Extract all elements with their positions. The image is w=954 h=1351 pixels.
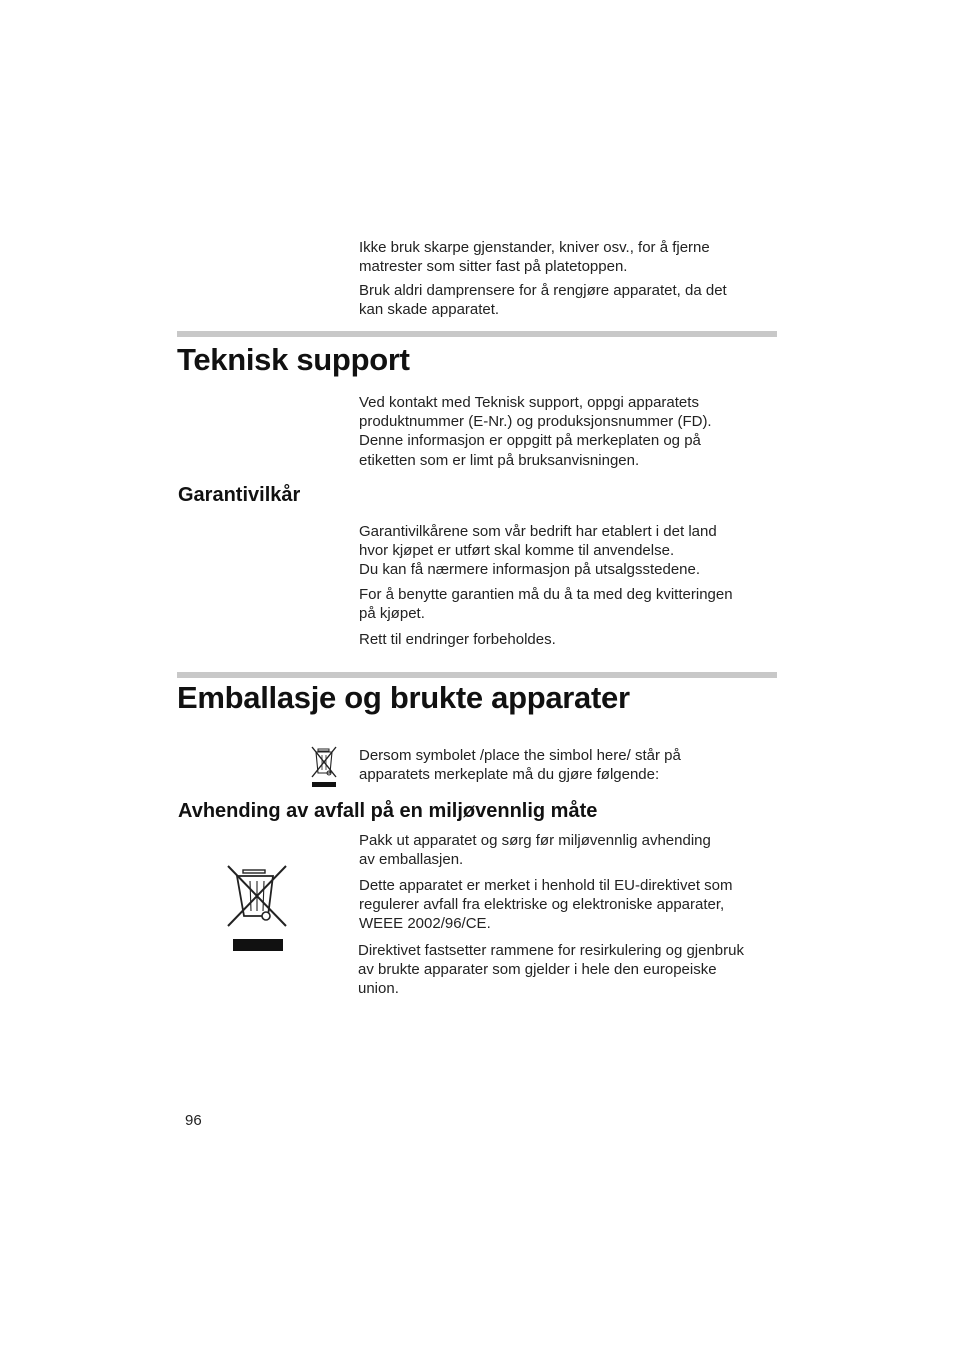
- disposal-paragraph-3: Direktivet fastsetter rammene for resirkulering og gjenbruk av brukte apparater som gjelder i hele den europeiske union.: [358, 942, 744, 998]
- section-heading-support: Teknisk support: [177, 342, 410, 377]
- warranty-paragraph-2: For å benytte garantien må du å ta med deg kvitteringen på kjøpet.: [359, 586, 733, 623]
- support-paragraph: Ved kontakt med Teknisk support, oppgi apparatets produktnummer (E-Nr.) og produksjonsnummer (FD). Denne informasjon er oppgitt på merkeplaten og på etiketten som er limt på bruksanvisningen.: [359, 394, 712, 469]
- subheading-disposal: Avhending av avfall på en miljøvennlig måte: [178, 800, 598, 822]
- intro-paragraph-1: Ikke bruk skarpe gjenstander, kniver osv., for å fjerne matrester som sitter fast på platetoppen.: [359, 239, 710, 276]
- warranty-paragraph-3: Rett til endringer forbeholdes.: [359, 631, 556, 648]
- symbol-note: Dersom symbolet /place the simbol here/ står på apparatets merkeplate må du gjøre følgende:: [359, 747, 681, 784]
- section-divider: [177, 331, 777, 337]
- weee-crossed-bin-icon: [309, 745, 339, 789]
- weee-crossed-bin-icon: [226, 864, 288, 954]
- section-heading-packaging: Emballasje og brukte apparater: [177, 680, 630, 715]
- page-number: 96: [185, 1112, 202, 1129]
- disposal-paragraph-1: Pakk ut apparatet og sørg før miljøvennlig avhending av emballasjen.: [359, 832, 711, 869]
- warranty-paragraph-1: Garantivilkårene som vår bedrift har etablert i det land hvor kjøpet er utført skal komme til anvendelse. Du kan få nærmere informasjon på utsalgsstedene.: [359, 523, 717, 579]
- disposal-paragraph-2: Dette apparatet er merket i henhold til EU-direktivet som regulerer avfall fra elektriske og elektroniske apparater, WEEE 2002/96/CE.: [359, 877, 733, 933]
- subheading-warranty: Garantivilkår: [178, 484, 301, 506]
- intro-paragraph-2: Bruk aldri damprensere for å rengjøre apparatet, da det kan skade apparatet.: [359, 282, 727, 319]
- section-divider: [177, 672, 777, 678]
